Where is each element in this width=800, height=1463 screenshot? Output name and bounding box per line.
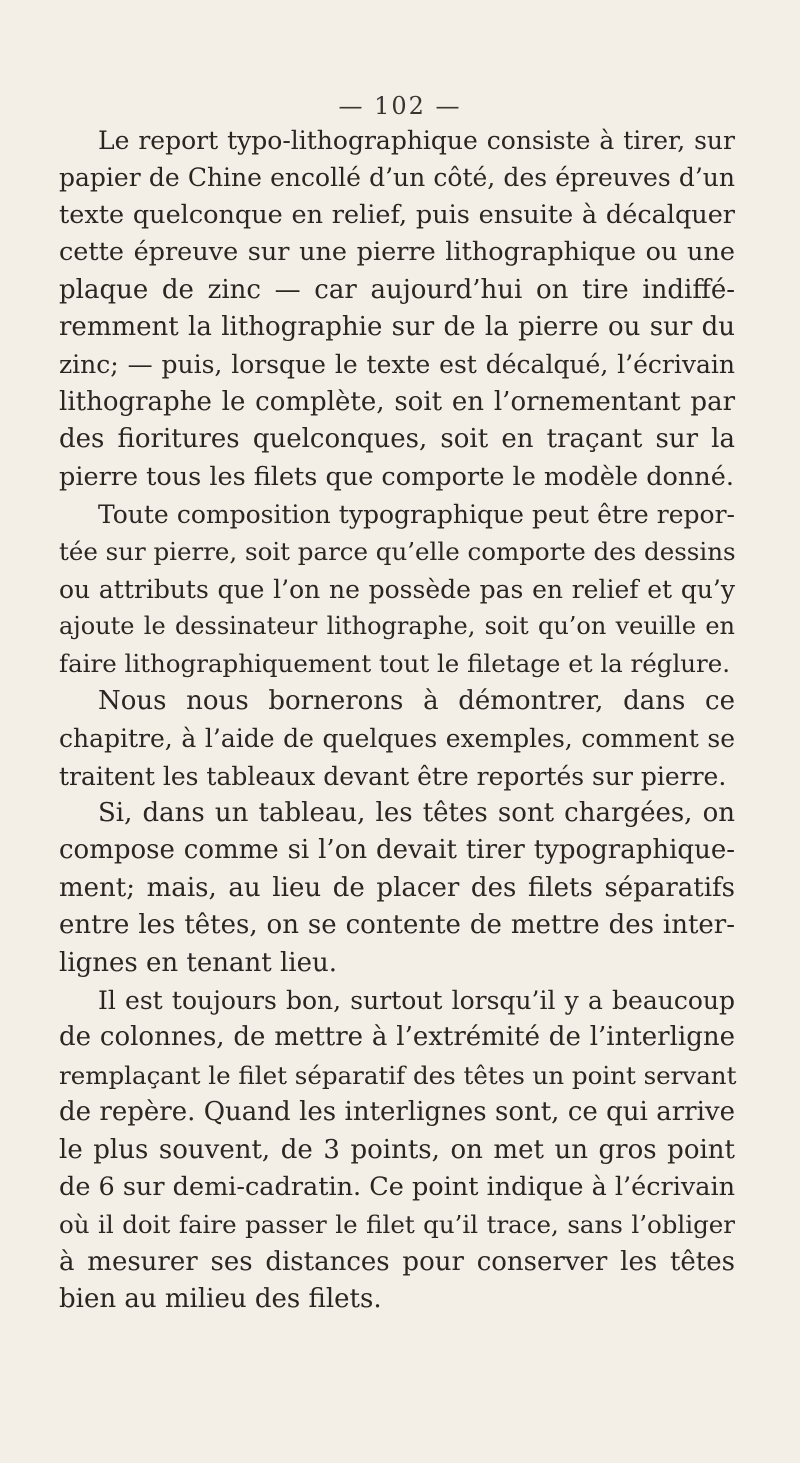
text-line: texte quelconque en relief, puis ensuite à décalquer: [59, 199, 735, 230]
paragraph: [59, 496, 735, 683]
text-line: Nous nous bornerons à démontrer, dans ce: [98, 685, 735, 716]
text-line: lignes en tenant lieu.: [59, 947, 337, 978]
text-line: ou attributs que l’on ne possède pas en relief et qu’y: [59, 574, 735, 604]
paragraph: [59, 795, 735, 982]
text-line: entre les têtes, on se contente de mettre des inter-: [59, 910, 735, 941]
text-line: Toute composition typographique peut être repor-: [98, 499, 735, 529]
text-line: de colonnes, de mettre à l’extrémité de l’interligne: [59, 1022, 735, 1053]
paragraph: [59, 683, 735, 795]
text-line: de 6 sur demi-cadratin. Ce point indique à l’écrivain: [59, 1171, 736, 1202]
text-line: où il doit faire passer le filet qu’il trace, sans l’obliger: [59, 1210, 735, 1240]
text-line: traitent les tableaux devant être reportés sur pierre.: [59, 761, 727, 791]
text-line: faire lithographiquement tout le filetage et la réglure.: [59, 649, 731, 679]
text-line: ajoute le dessinateur lithographe, soit qu’on veuille en: [59, 612, 735, 641]
text-line: bien au milieu des filets.: [59, 1284, 382, 1315]
paragraph: [59, 982, 735, 1319]
text-line: ment; mais, au lieu de placer des filets séparatifs: [59, 872, 735, 903]
text-line: plaque de zinc — car aujourd’hui on tire indiffé-: [59, 274, 735, 305]
text-line: chapitre, à l’aide de quelques exemples, comment se: [59, 724, 735, 754]
text-line: de repère. Quand les interlignes sont, ce qui arrive: [59, 1097, 735, 1128]
text-line: cette épreuve sur une pierre lithographique ou une: [59, 237, 735, 268]
text-line: compose comme si l’on devait tirer typographique-: [59, 835, 735, 866]
paragraph: [59, 122, 735, 496]
text-line: Le report typo-lithographique consiste à tirer, sur: [98, 126, 735, 155]
text-line: Il est toujours bon, surtout lorsqu’il y a beaucoup: [98, 985, 735, 1015]
text-line: zinc; — puis, lorsque le texte est décalqué, l’écrivain: [59, 350, 735, 380]
body-text: [59, 122, 735, 1319]
text-line: des fioritures quelconques, soit en traçant sur la: [59, 424, 735, 455]
text-line: tée sur pierre, soit parce qu’elle comporte des dessins: [59, 537, 736, 567]
text-line: pierre tous les filets que comporte le modèle donné.: [59, 461, 734, 492]
text-line: remplaçant le filet séparatif des têtes un point servant: [59, 1060, 737, 1090]
text-line: le plus souvent, de 3 points, on met un gros point: [59, 1134, 735, 1165]
text-line: lithographe le complète, soit en l’ornementant par: [59, 386, 735, 417]
text-line: à mesurer ses distances pour conserver les têtes: [59, 1246, 735, 1277]
text-line: papier de Chine encollé d’un côté, des épreuves d’un: [59, 163, 735, 193]
text-line: remment la lithographie sur de la pierre ou sur du: [59, 311, 735, 342]
text-line: Si, dans un tableau, les têtes sont chargées, on: [98, 798, 735, 829]
page-number: — 102 —: [338, 92, 462, 120]
